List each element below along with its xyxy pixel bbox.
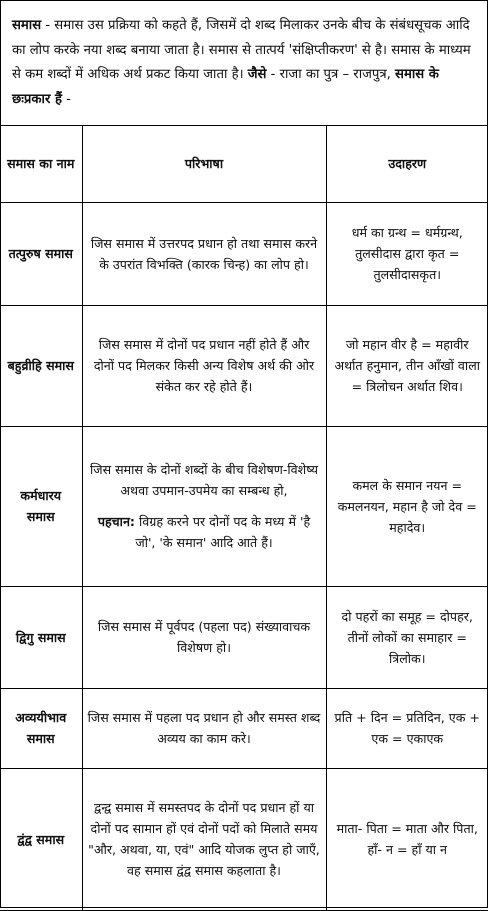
samas-example: कमल के समान नयन = कमलनयन, महान है जो देव = महादेव। xyxy=(326,426,488,586)
samas-definition-cell xyxy=(82,426,326,586)
samas-name: द्विगु समास xyxy=(0,586,82,688)
intro-text: - समास उस प्रक्रिया को कहते हैं, जिसमें दो शब्द मिलाकर उनके बीच के संबंधसूचक आदि का लोप करके नया शब्द बनाया जाता है। समास से तात्पर्य 'संक्षिप्तीकरण' से है। समास के माध्यम से कम शब्दों में अधिक अर्थ प्रकट किया जाता है। xyxy=(12,18,471,82)
samas-name: तत्पुरुष समास xyxy=(0,202,82,305)
note-label: पहचान: xyxy=(97,514,135,529)
table-row xyxy=(0,768,488,910)
identification-note xyxy=(88,511,321,553)
table-row xyxy=(0,586,488,688)
samas-name: द्वंद्व समास xyxy=(0,768,82,910)
samas-example: धर्म का ग्रन्थ = धर्मग्रन्थ, तुलसीदास द्वारा कृत = तुलसीदासकृत। xyxy=(326,202,488,305)
samas-definition: जिस समास में उत्तरपद प्रधान हो तथा समास करने के उपरांत विभक्ति (कारक चिन्ह) का लोप हो। xyxy=(82,202,326,305)
table-row xyxy=(0,305,488,426)
samas-table xyxy=(0,126,488,911)
samas-example: दो पहरों का समूह = दोपहर, तीनों लोकों का समाहार = त्रिलोक। xyxy=(326,586,488,688)
samas-name: अव्ययीभाव समास xyxy=(0,688,82,768)
table-row xyxy=(0,202,488,305)
samas-definition: द्वन्द्व समास में समस्तपद के दोनों पद प्रधान हों या दोनों पद सामान हों एवं दोनों पदों को मिलाते समय "और, अथवा, या, एवं" आदि योजक लुप्त हो जाएँ, वह समास द्वंद्व समास कहलाता है। xyxy=(82,768,326,910)
samas-definition: जिस समास के दोनों शब्दों के बीच विशेषण-विशेष्य अथवा उपमान-उपमेय का सम्बन्ध हो, xyxy=(89,462,319,498)
header-name: समास का नाम xyxy=(0,126,82,202)
samas-example: जो महान वीर है = महावीर अर्थात हनुमान, तीन आँखों वाला = त्रिलोचन अर्थात शिव। xyxy=(326,305,488,426)
types-heading: समास के छःप्रकार हैं xyxy=(12,67,439,107)
table-row xyxy=(0,688,488,768)
samas-definition: जिस समास में पूर्वपद (पहला पद) संख्यावाचक विशेषण हो। xyxy=(82,586,326,688)
samas-definition: जिस समास में दोनों पद प्रधान नहीं होते हैं और दोनों पद मिलकर किसी अन्य विशेष अर्थ की ओर संकेत कर रहे होते हैं। xyxy=(82,305,326,426)
example-label: जैसे xyxy=(247,67,267,82)
table-row xyxy=(0,426,488,586)
samas-example: माता- पिता = माता और पिता, हाँ- न = हाँ या न xyxy=(326,768,488,910)
samas-name: बहुव्रीहि समास xyxy=(0,305,82,426)
intro-tail: - xyxy=(61,91,71,107)
note-text: विग्रह करने पर दोनों पद के मध्य में 'है जो', 'के समान' आदि आते हैं। xyxy=(134,514,311,550)
samas-example: प्रति + दिन = प्रतिदिन, एक + एक = एकाएक xyxy=(326,688,488,768)
example-text: - राजा का पुत्र – राजपुत्र, xyxy=(266,67,396,82)
samas-name: कर्मधारय समास xyxy=(0,426,82,586)
intro-paragraph xyxy=(0,0,488,126)
header-example: उदाहरण xyxy=(326,126,488,202)
intro-term: समास xyxy=(12,18,42,33)
header-definition: परिभाषा xyxy=(82,126,326,202)
table-header-row xyxy=(0,126,488,202)
samas-definition: जिस समास में पहला पद प्रधान हो और समस्त शब्द अव्यय का काम करे। xyxy=(82,688,326,768)
